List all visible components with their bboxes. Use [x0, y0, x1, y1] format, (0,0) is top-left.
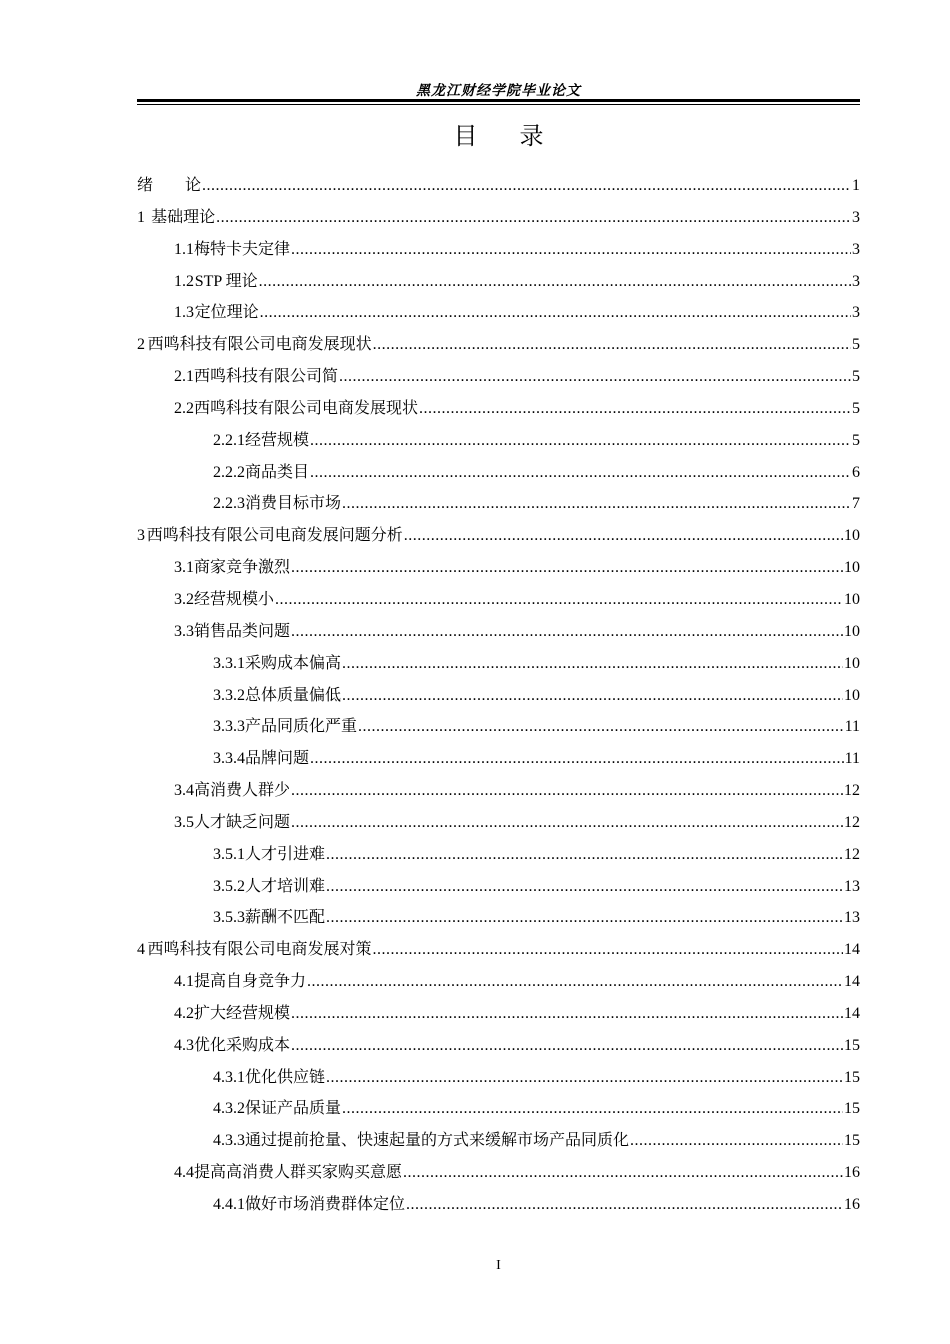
- toc-entry-page: 5: [852, 399, 860, 417]
- toc-entry-page: 10: [844, 622, 860, 640]
- toc-entry[interactable]: [137, 552, 860, 584]
- toc-leader-dots: [339, 361, 851, 393]
- toc-leader-dots: [419, 393, 851, 425]
- toc-entry[interactable]: [137, 488, 860, 520]
- toc-entry-page: 10: [844, 686, 860, 704]
- toc-entry-label: 定位理论: [194, 304, 259, 322]
- toc-entry-number: 3.5: [174, 813, 194, 831]
- toc-entry-label: 薪酬不匹配: [245, 909, 326, 927]
- toc-entry-label: 西鸣科技有限公司电商发展问题分析: [146, 527, 403, 545]
- toc-entry-label: 采购成本偏高: [245, 654, 342, 672]
- toc-entry-label: 基础理论: [151, 208, 216, 226]
- toc-entry-label: 人才缺乏问题: [194, 813, 291, 831]
- toc-entry-number: 2.2.3: [213, 495, 245, 513]
- toc-entry-label: 提高高消费人群买家购买意愿: [194, 1164, 403, 1182]
- toc-leader-dots: [310, 457, 851, 489]
- toc-entry-label: 高消费人群少: [194, 782, 291, 800]
- toc-entry-page: 5: [852, 431, 860, 449]
- toc-entry[interactable]: [137, 170, 860, 202]
- toc-entry-label: 优化供应链: [245, 1068, 326, 1086]
- toc-leader-dots: [403, 1157, 843, 1189]
- toc-entry-label: 优化采购成本: [194, 1036, 291, 1054]
- table-of-contents: [137, 170, 860, 1221]
- toc-entry-label: 保证产品质量: [245, 1100, 342, 1118]
- toc-entry[interactable]: [137, 1093, 860, 1125]
- toc-entry-number: 4.3: [174, 1036, 194, 1054]
- toc-entry-number: 3.2: [174, 590, 194, 608]
- toc-entry-label: 商家竞争激烈: [194, 559, 291, 577]
- toc-entry[interactable]: [137, 998, 860, 1030]
- toc-entry[interactable]: [137, 1157, 860, 1189]
- toc-entry[interactable]: [137, 1030, 860, 1062]
- toc-entry-number: 1.2: [174, 272, 194, 290]
- toc-leader-dots: [291, 807, 843, 839]
- toc-entry-label: 经营规模小: [194, 590, 275, 608]
- toc-leader-dots: [406, 1189, 843, 1221]
- toc-entry[interactable]: [137, 839, 860, 871]
- toc-entry-page: 15: [844, 1132, 860, 1150]
- toc-leader-dots: [291, 1030, 843, 1062]
- toc-entry-page: 12: [844, 845, 860, 863]
- toc-entry-label: 人才引进难: [245, 845, 326, 863]
- toc-leader-dots: [358, 711, 844, 743]
- toc-entry[interactable]: [137, 648, 860, 680]
- toc-entry-number: 4.3.1: [213, 1068, 245, 1086]
- toc-entry-label: STP 理论: [194, 272, 258, 290]
- toc-leader-dots: [342, 1093, 843, 1125]
- toc-entry-label: 人才培训难: [245, 877, 326, 895]
- toc-entry-label: 产品同质化严重: [245, 718, 358, 736]
- page-number: I: [496, 1258, 501, 1273]
- header-rule-thin: [137, 104, 860, 105]
- toc-entry[interactable]: [137, 966, 860, 998]
- toc-leader-dots: [202, 170, 851, 202]
- toc-entry-label: 提高自身竞争力: [194, 973, 307, 991]
- toc-entry-label: 消费目标市场: [245, 495, 342, 513]
- toc-entry-number: 4.1: [174, 973, 194, 991]
- toc-entry-page: 3: [852, 240, 860, 258]
- toc-entry-page: 14: [844, 973, 860, 991]
- toc-entry[interactable]: [137, 457, 860, 489]
- toc-entry-page: 5: [852, 368, 860, 386]
- toc-entry-page: 5: [852, 336, 860, 354]
- toc-leader-dots: [310, 425, 851, 457]
- toc-entry-number: 4.3.2: [213, 1100, 245, 1118]
- toc-entry[interactable]: [137, 520, 860, 552]
- toc-entry[interactable]: [137, 711, 860, 743]
- toc-leader-dots: [291, 234, 851, 266]
- toc-entry-number: 2.1: [174, 368, 194, 386]
- toc-entry[interactable]: [137, 871, 860, 903]
- toc-leader-dots: [404, 520, 843, 552]
- toc-entry-page: 13: [844, 877, 860, 895]
- toc-leader-dots: [326, 839, 843, 871]
- toc-entry-page: 1: [852, 177, 860, 194]
- toc-entry[interactable]: [137, 266, 860, 298]
- toc-leader-dots: [275, 584, 843, 616]
- toc-entry[interactable]: [137, 1062, 860, 1094]
- toc-entry-page: 14: [844, 1004, 860, 1022]
- toc-entry-number: 4.4: [174, 1164, 194, 1182]
- toc-entry[interactable]: [137, 1125, 860, 1157]
- toc-entry-number: 3.3: [174, 622, 194, 640]
- toc-entry-number: 3.3.4: [213, 750, 245, 768]
- toc-entry-page: 6: [852, 463, 860, 481]
- toc-entry-page: 16: [844, 1196, 860, 1213]
- toc-entry-page: 11: [844, 718, 860, 736]
- toc-entry[interactable]: [137, 234, 860, 266]
- toc-leader-dots: [326, 1062, 843, 1094]
- toc-leader-dots: [260, 297, 851, 329]
- toc-entry-label: 西鸣科技有限公司简: [194, 368, 339, 386]
- toc-entry-page: 10: [844, 590, 860, 608]
- toc-entry-number: 4.2: [174, 1004, 194, 1022]
- toc-entry-page: 12: [844, 782, 860, 800]
- toc-leader-dots: [326, 902, 843, 934]
- toc-entry-label: 经营规模: [245, 431, 310, 449]
- toc-entry-label: 西鸣科技有限公司电商发展对策: [147, 941, 372, 959]
- toc-entry[interactable]: [137, 934, 860, 966]
- toc-entry-page: 3: [852, 304, 860, 322]
- toc-leader-dots: [307, 966, 843, 998]
- toc-entry[interactable]: [137, 329, 860, 361]
- toc-entry-number: 3: [137, 527, 145, 545]
- toc-entry-number: 3.3.1: [213, 654, 245, 672]
- toc-entry[interactable]: [137, 1189, 860, 1221]
- toc-leader-dots: [259, 266, 851, 298]
- toc-entry-page: 7: [852, 495, 860, 513]
- toc-entry[interactable]: [137, 584, 860, 616]
- toc-entry-number: 3.4: [174, 782, 194, 800]
- toc-entry[interactable]: [137, 297, 860, 329]
- toc-entry-page: 11: [844, 750, 860, 768]
- toc-entry-label: 绪 论: [137, 177, 202, 194]
- toc-entry-page: 13: [844, 909, 860, 927]
- toc-entry[interactable]: [137, 393, 860, 425]
- toc-leader-dots: [326, 871, 843, 903]
- toc-entry[interactable]: [137, 775, 860, 807]
- toc-entry-number: 3.5.1: [213, 845, 245, 863]
- document-header: 黑龙江财经学院毕业论文: [416, 83, 581, 99]
- toc-entry[interactable]: [137, 616, 860, 648]
- toc-entry-page: 16: [844, 1164, 860, 1182]
- toc-leader-dots: [630, 1125, 843, 1157]
- toc-entry-page: 15: [844, 1100, 860, 1118]
- toc-entry[interactable]: [137, 361, 860, 393]
- toc-entry-number: 2: [137, 336, 145, 354]
- toc-entry-number: 4.3.3: [213, 1132, 245, 1150]
- toc-entry-number: 4: [137, 941, 145, 959]
- toc-entry-label: 销售品类问题: [194, 622, 291, 640]
- toc-leader-dots: [342, 680, 843, 712]
- toc-leader-dots: [216, 202, 851, 234]
- toc-entry-number: 3.3.3: [213, 718, 245, 736]
- toc-entry[interactable]: [137, 680, 860, 712]
- toc-leader-dots: [291, 998, 843, 1030]
- toc-entry-page: 3: [852, 272, 860, 290]
- toc-entry-page: 15: [844, 1068, 860, 1086]
- toc-leader-dots: [310, 743, 844, 775]
- toc-leader-dots: [291, 552, 843, 584]
- toc-entry-page: 10: [844, 559, 860, 577]
- toc-entry-label: 商品类目: [245, 463, 310, 481]
- toc-entry-number: 2.2.1: [213, 431, 245, 449]
- toc-leader-dots: [372, 934, 843, 966]
- toc-entry-label: 西鸣科技有限公司电商发展现状: [194, 399, 419, 417]
- toc-entry-label: 做好市场消费群体定位: [245, 1196, 406, 1213]
- header-rule-thick: [137, 99, 860, 102]
- toc-entry-number: 3.5.3: [213, 909, 245, 927]
- toc-entry[interactable]: [137, 425, 860, 457]
- toc-entry-number: 1.1: [174, 240, 194, 258]
- toc-title: 目录: [453, 122, 586, 150]
- toc-entry-label: 品牌问题: [245, 750, 310, 768]
- toc-entry-number: 3.5.2: [213, 877, 245, 895]
- toc-leader-dots: [342, 488, 851, 520]
- toc-entry-page: 10: [844, 527, 860, 545]
- toc-leader-dots: [291, 616, 843, 648]
- toc-leader-dots: [373, 329, 851, 361]
- toc-entry-page: 15: [844, 1036, 860, 1054]
- toc-entry-number: 3.1: [174, 559, 194, 577]
- toc-entry-number: 3.3.2: [213, 686, 245, 704]
- toc-entry-label: 梅特卡夫定律: [194, 240, 291, 258]
- toc-entry-label: 扩大经营规模: [194, 1004, 291, 1022]
- toc-entry-label: 西鸣科技有限公司电商发展现状: [147, 336, 372, 354]
- toc-entry-number: 2.2.2: [213, 463, 245, 481]
- toc-entry-page: 12: [844, 813, 860, 831]
- toc-entry-label: 总体质量偏低: [245, 686, 342, 704]
- toc-leader-dots: [291, 775, 843, 807]
- toc-entry-number: 1: [137, 208, 145, 226]
- toc-entry-page: 14: [844, 941, 860, 959]
- toc-entry-number: 1.3: [174, 304, 194, 322]
- toc-entry-number: 4.4.1: [213, 1196, 245, 1213]
- toc-entry-label: 通过提前抢量、快速起量的方式来缓解市场产品同质化: [245, 1132, 630, 1150]
- toc-entry[interactable]: [137, 807, 860, 839]
- toc-leader-dots: [342, 648, 843, 680]
- toc-entry-page: 3: [852, 208, 860, 226]
- toc-entry[interactable]: [137, 743, 860, 775]
- toc-entry[interactable]: [137, 202, 860, 234]
- toc-entry-page: 10: [844, 654, 860, 672]
- toc-entry-number: 2.2: [174, 399, 194, 417]
- toc-entry[interactable]: [137, 902, 860, 934]
